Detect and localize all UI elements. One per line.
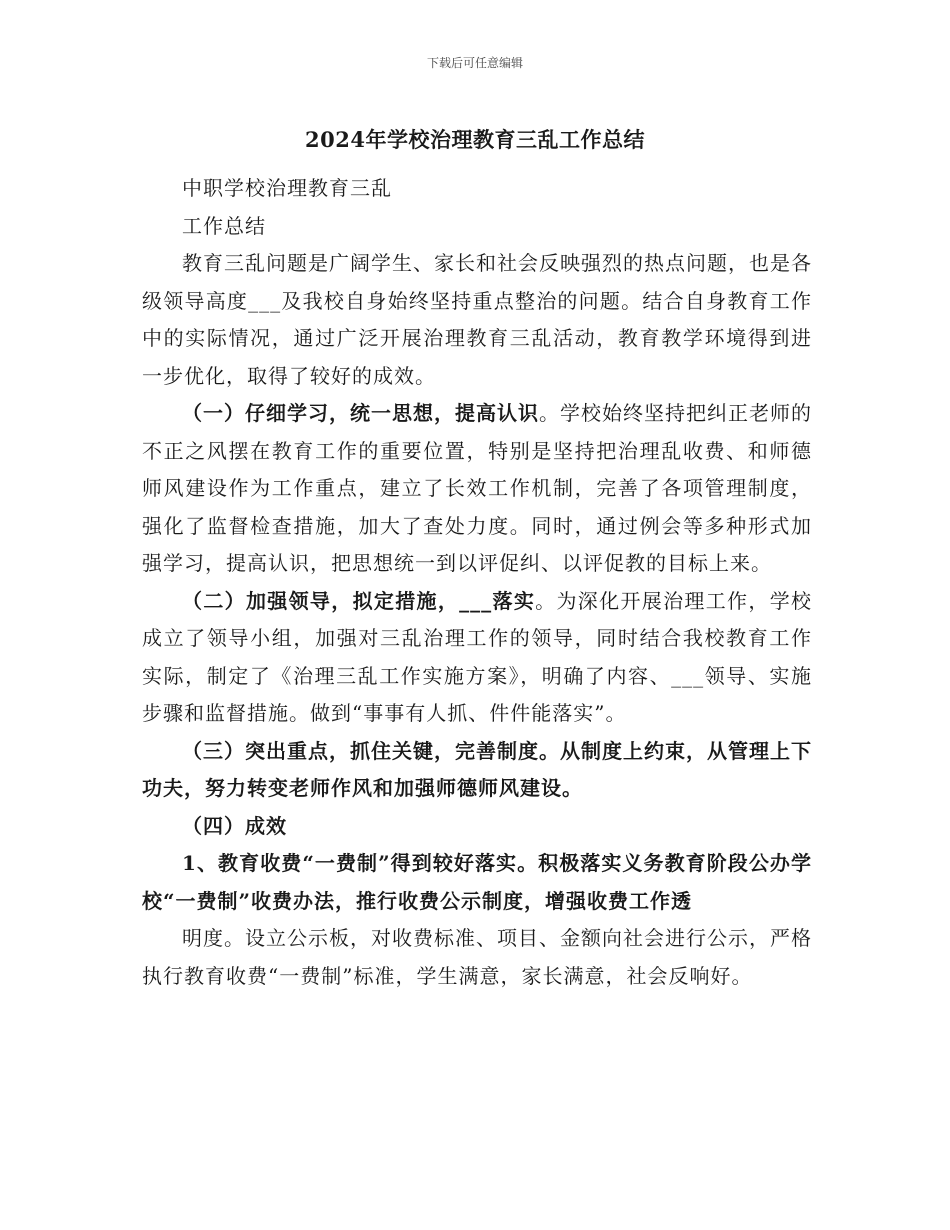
subtitle-line-2: 工作总结 (182, 213, 266, 238)
section-3-paragraph: （三）突出重点，抓住关键，完善制度。从制度上约束，从管理上下功夫，努力转变老师作风和加强师德师风建设。 (142, 738, 812, 800)
page-header-note: 下载后可任意编辑 (426, 56, 523, 70)
item-1-body: 明度。设立公示板，对收费标准、项目、金额向社会进行公示，严格执行教育收费“一费制”标准，学生满意，家长满意，社会反响好。 (142, 926, 812, 988)
section-1-body: 。学校始终坚持把纠正老师的不正之风摆在教育工作的重要位置，特别是坚持把治理乱收费、和师德师风建设作为工作重点，建立了长效工作机制，完善了各项管理制度，强化了监督检查措施，加大了查处力度。同时，通过例会等多种形式加强学习，提高认识，把思想统一到以评促纠、以评促教的目标上来。 (142, 401, 812, 575)
item-1-heading: 1、教育收费“一费制”得到较好落实。积极落实义务教育阶段公办学校“一费制”收费办法，推行收费公示制度，增强收费工作透 (142, 851, 812, 913)
subtitle-line-1: 中职学校治理教育三乱 (182, 176, 392, 200)
section-4-heading: （四）成效 (182, 813, 287, 838)
section-1-heading: （一）仔细学习，统一思想，提高认识 (182, 401, 539, 425)
intro-paragraph: 教育三乱问题是广阔学生、家长和社会反映强烈的热点问题，也是各级领导高度___及我校自身始终坚持重点整治的问题。结合自身教育工作中的实际情况，通过广泛开展治理教育三乱活动，教育教学环境得到进一步优化，取得了较好的成效。 (142, 251, 812, 388)
section-2-paragraph (142, 583, 812, 733)
document-title: 2024年学校治理教育三乱工作总结 (305, 127, 645, 152)
section-2-body: 。为深化开展治理工作，学校成立了领导小组，加强对三乱治理工作的领导，同时结合我校教育工作实际，制定了《治理三乱工作实施方案》，明确了内容、___领导、实施步骤和监督措施。做到“事事有人抓、件件能落实”。 (142, 588, 813, 725)
document-body (142, 170, 812, 995)
section-1-paragraph (142, 395, 812, 583)
section-2-heading: （二）加强领导，拟定措施，___落实 (182, 588, 536, 613)
